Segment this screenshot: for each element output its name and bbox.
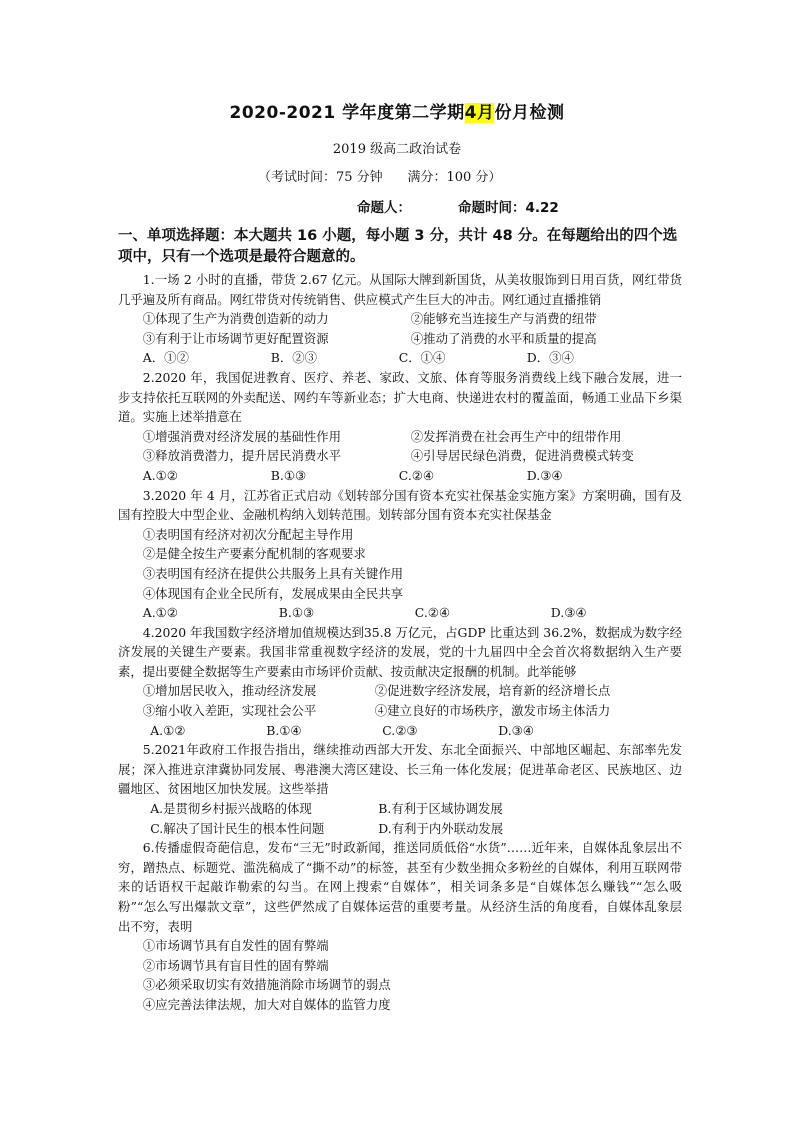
- exam-subtitle: 2019 级高二政治试卷: [332, 142, 462, 157]
- title-highlight-month-number: 4: [464, 103, 477, 123]
- question-5: [118, 740, 682, 838]
- question-stem: 3.2020 年 4 月，江苏省正式启动《划转部分国有资本充实社保基金实施方案》方案明确，国有及国有控股大中型企业、金融机构纳入划转范围。划转部分国有资本充实社保基金: [118, 487, 682, 523]
- answer-row: [118, 819, 682, 839]
- section-heading: 一、单项选择题：本大题共 16 小题，每小题 3 分，共计 48 分。在每题给出的四个选项中，只有一个选项是最符合题意的。: [118, 228, 678, 265]
- answer-option: B.①③: [270, 467, 307, 483]
- answer-option: D.③④: [526, 467, 563, 483]
- answer-option: D.③④: [498, 722, 534, 738]
- answer-row: [118, 603, 682, 623]
- statement: ①增加居民收入，推动经济发展: [142, 683, 317, 699]
- answer-option: C.②④: [414, 605, 450, 621]
- answer-option: A.①②: [150, 722, 186, 738]
- statement-row: [118, 309, 682, 329]
- proposer-info: 命题人： 命题时间：4.22: [357, 200, 559, 216]
- statement: ③释放消费潜力，提升居民消费水平: [142, 448, 342, 464]
- statement: ③缩小收入差距，实现社会公平: [142, 703, 317, 719]
- statement: ③表明国有经济在提供公共服务上具有关键作用: [142, 565, 403, 581]
- question-list: [118, 270, 682, 1015]
- question-1: [118, 270, 682, 368]
- answer-row: [118, 721, 682, 741]
- statement: ①体现了生产为消费创造新的动力: [142, 311, 329, 327]
- exam-time-info: （考试时间：75 分钟 满分：100 分）: [258, 170, 502, 185]
- title-highlight-month-char: 月: [476, 103, 495, 123]
- answer-option: A.①②: [142, 467, 178, 483]
- statement: ④引导居民绿色消费，促进消费模式转变: [410, 448, 634, 464]
- statement: ①市场调节具有自发性的固有弊端: [142, 938, 329, 954]
- title-text: 2020-2021 学年度第二学期: [229, 103, 465, 123]
- question-6: [118, 838, 682, 1014]
- answer-option: A.是贯彻乡村振兴战略的体现: [150, 801, 312, 817]
- question-stem: 2.2020 年，我国促进教育、医疗、养老、家政、文旅、体育等服务消费线上线下融合发展，进一步支持依托互联网的外卖配送、网约车等新业态；扩大电商、快递进农村的覆盖面，畅通工业品下乡渠道。实施上述举措意在: [118, 369, 682, 425]
- answer-option: D.有利于内外联动发展: [378, 820, 504, 836]
- statement: ④推动了消费的水平和质量的提高: [410, 330, 597, 346]
- answer-option: C.②③: [382, 722, 418, 738]
- statement: ①表明国有经济对初次分配起主导作用: [142, 526, 354, 542]
- statement: ④应完善法律法规，加大对自媒体的监管力度: [142, 996, 391, 1012]
- answer-option: A．①②: [142, 350, 189, 366]
- answer-option: D．③④: [526, 350, 574, 366]
- statement: ②能够充当连接生产与消费的纽带: [410, 311, 597, 327]
- question-2: [118, 368, 682, 486]
- statement: ④建立良好的市场秩序，激发市场主体活力: [374, 703, 611, 719]
- statement: ③有利于让市场调节更好配置资源: [142, 330, 329, 346]
- statement-row: [118, 446, 682, 466]
- statement: ②市场调节具有盲目性的固有弊端: [142, 957, 329, 973]
- statement: ②促进数字经济发展，培育新的经济增长点: [374, 683, 611, 699]
- statement: ②发挥消费在社会再生产中的纽带作用: [410, 428, 622, 444]
- answer-option: A.①②: [142, 605, 178, 621]
- statement-row: [118, 427, 682, 447]
- statement: ③必须采取切实有效措施消除市场调节的弱点: [142, 977, 391, 993]
- statement: ②是健全按生产要素分配机制的客观要求: [142, 546, 366, 562]
- question-4: [118, 623, 682, 741]
- answer-option: C.②④: [398, 467, 434, 483]
- statement: ①增强消费对经济发展的基础性作用: [142, 428, 342, 444]
- answer-option: C.解决了国计民生的根本性问题: [150, 820, 325, 836]
- answer-row: [118, 466, 682, 486]
- statement-row: [118, 681, 682, 701]
- question-stem: 4.2020 年我国数字经济增加值规模达到35.8 万亿元，占GDP 比重达到 36.2%，数据成为数字经济发展的关键生产要素。我国非常重视数字经济的发展，党的十九届四中全会首次将数据纳入生产要素，提出要健全数据等生产要素由市场评价贡献、按贡献决定报酬的机制。此举能够: [118, 624, 682, 679]
- question-stem: 1.一场 2 小时的直播，带货 2.67 亿元。从国际大牌到新国货，从美妆服饰到日用百货，网红带货几乎遍及所有商品。网红带货对传统销售、供应模式产生巨大的冲击。网红通过直播推销: [118, 272, 682, 307]
- statement-row: [118, 701, 682, 721]
- question-stem: 6.传播虚假奇葩信息，发布“三无”时政新闻，推送同质低俗“水货”……近年来，自媒体乱象层出不穷，蹭热点、标题党、滥洗稿成了“撕不动”的标签，甚至有少数坐拥众多粉丝的自媒体，利用互联网带来的话语权干起敲诈勒索的勾当。在网上搜索“自媒体”，相关词条多是“自媒体怎么赚钱”“怎么吸粉”“怎么写出爆款文章”，这些俨然成了自媒体运营的重要考量。从经济生活的角度看，自媒体乱象层出不穷，表明: [118, 840, 682, 934]
- exam-title: [0, 98, 794, 123]
- answer-option: D.③④: [550, 605, 587, 621]
- title-text-suffix: 份月检测: [494, 103, 565, 123]
- answer-option: B.有利于区域协调发展: [378, 801, 503, 817]
- statement: ④体现国有企业全民所有，发展成果由全民共享: [142, 585, 403, 601]
- statement-row: [118, 329, 682, 349]
- answer-option: B．②③: [270, 350, 318, 366]
- answer-option: B.①③: [278, 605, 315, 621]
- question-stem: 5.2021年政府工作报告指出，继续推动西部大开发、东北全面振兴、中部地区崛起、东部率先发展；深入推进京津冀协同发展、粤港澳大湾区建设、长三角一体化发展；促进革命老区、民族地区、边疆地区、贫困地区加快发展。这些举措: [118, 742, 682, 797]
- answer-row: [118, 799, 682, 819]
- answer-option: B.①④: [266, 722, 302, 738]
- answer-option: C．①④: [398, 350, 446, 366]
- question-3: [118, 486, 682, 623]
- answer-row: [118, 348, 682, 368]
